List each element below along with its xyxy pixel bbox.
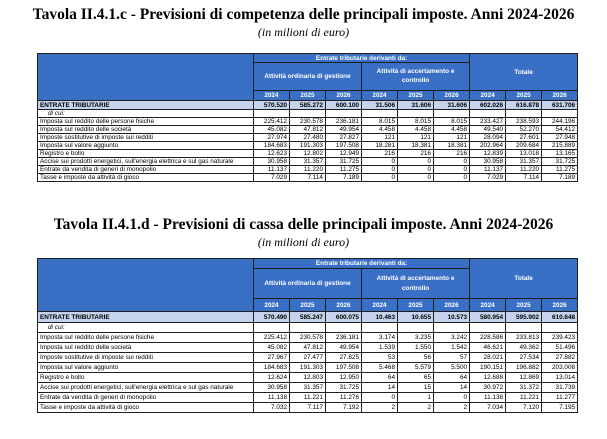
year-header: 2026: [434, 91, 470, 101]
cell-value: 121: [398, 134, 434, 142]
year-header: 2025: [290, 91, 326, 101]
row-label: Imposta sul reddito delle persone fisiche: [38, 333, 254, 343]
row-label: Imposta sul reddito delle società: [38, 343, 254, 353]
cell-value: 11.276: [326, 393, 362, 403]
cell-value: 28.021: [470, 353, 506, 363]
empty-cell: [254, 110, 290, 118]
cell-value: 31.357: [290, 158, 326, 166]
empty-cell: [362, 110, 398, 118]
year-header: 2025: [506, 91, 542, 101]
cell-value: 27.534: [506, 353, 542, 363]
empty-cell: [470, 110, 506, 118]
cell-value: 7.114: [290, 174, 326, 182]
cell-value: 5.579: [398, 363, 434, 373]
empty-cell: [290, 110, 326, 118]
cell-value: 216: [434, 150, 470, 158]
cell-value: 585.247: [290, 312, 326, 323]
cell-value: 5.468: [362, 363, 398, 373]
cell-value: 11.275: [326, 166, 362, 174]
empty-cell: [326, 110, 362, 118]
table-d-corner-header: [38, 259, 254, 312]
cell-value: 27.601: [506, 134, 542, 142]
cell-value: 31.372: [506, 383, 542, 393]
cell-value: 631.706: [542, 101, 578, 110]
cell-value: 27.948: [542, 134, 578, 142]
cell-value: 31.606: [398, 101, 434, 110]
row-label: Entrate da vendita di generi di monopolio: [38, 166, 254, 174]
cell-value: 30.958: [254, 383, 290, 393]
empty-cell: [434, 110, 470, 118]
table-c-accertamento-header: Attività di accertamento e controllo: [362, 63, 470, 91]
cell-value: 49.954: [326, 126, 362, 134]
cell-value: 0: [362, 166, 398, 174]
cell-value: 191.303: [290, 142, 326, 150]
cell-value: 8.015: [362, 118, 398, 126]
di-cui-row: [38, 110, 578, 118]
cell-value: 11.221: [290, 393, 326, 403]
cell-value: 5.500: [434, 363, 470, 373]
cell-value: 11.138: [470, 393, 506, 403]
cell-value: 65: [398, 373, 434, 383]
row-label: Imposta sul reddito delle società: [38, 126, 254, 134]
row-label: Entrate da vendita di generi di monopolio: [38, 393, 254, 403]
row-label: ENTRATE TRIBUTARIE: [38, 101, 254, 110]
cell-value: 14: [434, 383, 470, 393]
cell-value: 2: [434, 403, 470, 413]
row-label: Imposta sul valore aggiunto: [38, 142, 254, 150]
year-header: 2025: [398, 91, 434, 101]
cell-value: 11.221: [506, 393, 542, 403]
cell-value: 225.412: [254, 333, 290, 343]
cell-value: 602.026: [470, 101, 506, 110]
row-label: Imposta sul reddito delle persone fisiche: [38, 118, 254, 126]
cell-value: 197.508: [326, 142, 362, 150]
empty-cell: [290, 323, 326, 333]
cell-value: 616.878: [506, 101, 542, 110]
year-header: 2026: [542, 299, 578, 312]
cell-value: 236.181: [326, 118, 362, 126]
table-c-subtitle: (in milioni di euro): [257, 25, 350, 39]
cell-value: 216: [398, 150, 434, 158]
cell-value: 0: [434, 166, 470, 174]
cell-value: 7.029: [254, 174, 290, 182]
year-header: 2026: [434, 299, 470, 312]
cell-value: 10.655: [398, 312, 434, 323]
year-header: 2026: [326, 91, 362, 101]
empty-cell: [326, 323, 362, 333]
cell-value: 47.812: [290, 343, 326, 353]
cell-value: 49.954: [326, 343, 362, 353]
cell-value: 196.882: [506, 363, 542, 373]
table-c-title: Tavola II.4.1.c - Previsioni di competenza delle principali imposte. Anni 2024-2026: [32, 6, 575, 23]
cell-value: 18.281: [362, 142, 398, 150]
table-d-group-header: Entrate tributarie derivanti da:: [254, 259, 470, 269]
cell-value: 1.550: [398, 343, 434, 353]
cell-value: 7.192: [326, 403, 362, 413]
cell-value: 0: [398, 158, 434, 166]
empty-cell: [398, 110, 434, 118]
cell-value: 121: [362, 134, 398, 142]
cell-value: 225.412: [254, 118, 290, 126]
cell-value: 28.094: [470, 134, 506, 142]
cell-value: 1: [398, 393, 434, 403]
year-header: 2025: [398, 299, 434, 312]
cell-value: 0: [434, 393, 470, 403]
cell-value: 49.540: [470, 126, 506, 134]
empty-cell: [542, 323, 578, 333]
cell-value: 236.181: [326, 333, 362, 343]
total-row: [38, 101, 578, 110]
cell-value: 228.586: [470, 333, 506, 343]
table-row: [38, 363, 578, 373]
cell-value: 0: [398, 166, 434, 174]
cell-value: 215.889: [542, 142, 578, 150]
table-row: [38, 333, 578, 343]
cell-value: 31.725: [326, 158, 362, 166]
year-header: 2024: [254, 91, 290, 101]
cell-value: 27.477: [290, 353, 326, 363]
table-row: [38, 353, 578, 363]
cell-value: 31.739: [542, 383, 578, 393]
table-c-ordinaria-header: Attività ordinaria di gestione: [254, 63, 362, 91]
table-c-corner-header: [38, 54, 254, 101]
cell-value: 233.427: [470, 118, 506, 126]
cell-value: 202.964: [470, 142, 506, 150]
cell-value: 8.015: [398, 118, 434, 126]
cell-value: 11.220: [506, 166, 542, 174]
row-label: Tasse e imposte da attività di gioco: [38, 174, 254, 182]
table-c-totale-header: Totale: [470, 54, 578, 91]
cell-value: 7.032: [254, 403, 290, 413]
row-label: Registro e bollo: [38, 150, 254, 158]
cell-value: 10.573: [434, 312, 470, 323]
empty-cell: [254, 323, 290, 333]
cell-value: 203.008: [542, 363, 578, 373]
cell-value: 595.902: [506, 312, 542, 323]
cell-value: 4.458: [398, 126, 434, 134]
cell-value: 1.539: [362, 343, 398, 353]
cell-value: 11.137: [470, 166, 506, 174]
cell-value: 30.958: [470, 158, 506, 166]
cell-value: 11.137: [254, 166, 290, 174]
cell-value: 51.496: [542, 343, 578, 353]
cell-value: 10.463: [362, 312, 398, 323]
cell-value: 1.542: [434, 343, 470, 353]
cell-value: 12.802: [290, 150, 326, 158]
cell-value: 31.357: [506, 158, 542, 166]
table-row: [38, 142, 578, 150]
cell-value: 7.189: [326, 174, 362, 182]
row-label: Tasse e imposte da attività di gioco: [38, 403, 254, 413]
table-row: [38, 393, 578, 403]
year-header: 2024: [470, 299, 506, 312]
cell-value: 12.839: [470, 150, 506, 158]
cell-value: 610.648: [542, 312, 578, 323]
cell-value: 0: [398, 174, 434, 182]
year-header: 2026: [326, 299, 362, 312]
cell-value: 570.520: [254, 101, 290, 110]
cell-value: 238.593: [506, 118, 542, 126]
cell-value: 12.950: [326, 373, 362, 383]
cell-value: 56: [398, 353, 434, 363]
cell-value: 52.270: [506, 126, 542, 134]
cell-value: 216: [362, 150, 398, 158]
row-label: Accise sui prodotti energetici, sull'energia elettrica e sul gas naturale: [38, 158, 254, 166]
table-d-totale-header: Totale: [470, 259, 578, 299]
cell-value: 14: [362, 383, 398, 393]
table-row: [38, 118, 578, 126]
di-cui-row: [38, 323, 578, 333]
cell-value: 7.029: [470, 174, 506, 182]
year-header: 2024: [254, 299, 290, 312]
cell-value: 49.362: [506, 343, 542, 353]
cell-value: 3.235: [398, 333, 434, 343]
cell-value: 30.972: [470, 383, 506, 393]
cell-value: 12.803: [290, 373, 326, 383]
table-c: [37, 53, 578, 182]
cell-value: 57: [434, 353, 470, 363]
cell-value: 7.189: [542, 174, 578, 182]
cell-value: 46.621: [470, 343, 506, 353]
year-header: 2025: [506, 299, 542, 312]
cell-value: 47.812: [290, 126, 326, 134]
cell-value: 0: [362, 393, 398, 403]
cell-value: 7.120: [506, 403, 542, 413]
di-cui-label: di cui:: [38, 110, 254, 118]
table-row: [38, 343, 578, 353]
cell-value: 27.825: [326, 353, 362, 363]
cell-value: 27.827: [326, 134, 362, 142]
cell-value: 11.138: [254, 393, 290, 403]
cell-value: 12.624: [254, 373, 290, 383]
cell-value: 31.725: [326, 383, 362, 393]
cell-value: 0: [434, 174, 470, 182]
empty-cell: [506, 323, 542, 333]
cell-value: 15: [398, 383, 434, 393]
cell-value: 121: [434, 134, 470, 142]
cell-value: 2: [362, 403, 398, 413]
cell-value: 600.100: [326, 101, 362, 110]
cell-value: 12.688: [470, 373, 506, 383]
table-d-title: Tavola II.4.1.d - Previsioni di cassa delle principali imposte. Anni 2024-2026: [53, 216, 554, 233]
cell-value: 7.195: [542, 403, 578, 413]
cell-value: 570.490: [254, 312, 290, 323]
empty-cell: [434, 323, 470, 333]
cell-value: 13.014: [542, 373, 578, 383]
cell-value: 230.578: [290, 333, 326, 343]
year-header: 2024: [362, 91, 398, 101]
cell-value: 2: [398, 403, 434, 413]
cell-value: 30.958: [254, 158, 290, 166]
year-header: 2024: [470, 91, 506, 101]
table-row: [38, 174, 578, 182]
cell-value: 585.272: [290, 101, 326, 110]
row-label: Imposte sostitutive di imposte sui redditi: [38, 134, 254, 142]
cell-value: 12.623: [254, 150, 290, 158]
cell-value: 18.381: [434, 142, 470, 150]
cell-value: 184.683: [254, 363, 290, 373]
cell-value: 12.869: [506, 373, 542, 383]
cell-value: 27.480: [290, 134, 326, 142]
cell-value: 64: [434, 373, 470, 383]
cell-value: 184.683: [254, 142, 290, 150]
year-header: 2025: [290, 299, 326, 312]
total-row: [38, 312, 578, 323]
table-d-ordinaria-header: Attività ordinaria di gestione: [254, 269, 362, 299]
cell-value: 7.117: [290, 403, 326, 413]
row-label: Imposta sul valore aggiunto: [38, 363, 254, 373]
cell-value: 8.015: [434, 118, 470, 126]
row-label: Accise sui prodotti energetici, sull'energia elettrica e sul gas naturale: [38, 383, 254, 393]
empty-cell: [470, 323, 506, 333]
cell-value: 244.196: [542, 118, 578, 126]
table-d: [37, 258, 578, 413]
cell-value: 31.725: [542, 158, 578, 166]
cell-value: 191.303: [290, 363, 326, 373]
cell-value: 600.075: [326, 312, 362, 323]
cell-value: 197.508: [326, 363, 362, 373]
cell-value: 0: [434, 158, 470, 166]
cell-value: 233.813: [506, 333, 542, 343]
cell-value: 45.082: [254, 126, 290, 134]
cell-value: 230.578: [290, 118, 326, 126]
cell-value: 53: [362, 353, 398, 363]
cell-value: 3.174: [362, 333, 398, 343]
table-d-accertamento-header: Attività di accertamento e controllo: [362, 269, 470, 299]
cell-value: 7.114: [506, 174, 542, 182]
cell-value: 18.381: [398, 142, 434, 150]
cell-value: 13.018: [506, 150, 542, 158]
cell-value: 11.277: [542, 393, 578, 403]
table-row: [38, 403, 578, 413]
cell-value: 31.606: [434, 101, 470, 110]
cell-value: 209.684: [506, 142, 542, 150]
cell-value: 27.882: [542, 353, 578, 363]
cell-value: 27.967: [254, 353, 290, 363]
cell-value: 11.275: [542, 166, 578, 174]
cell-value: 0: [362, 158, 398, 166]
table-c-group-header: Entrate tributarie derivanti da:: [254, 54, 470, 63]
table-row: [38, 166, 578, 174]
cell-value: 31.357: [290, 383, 326, 393]
table-d-subtitle: (in milioni di euro): [257, 235, 350, 249]
table-row: [38, 134, 578, 142]
table-row: [38, 150, 578, 158]
empty-cell: [398, 323, 434, 333]
table-row: [38, 373, 578, 383]
cell-value: 11.220: [290, 166, 326, 174]
row-label: ENTRATE TRIBUTARIE: [38, 312, 254, 323]
table-row: [38, 126, 578, 134]
empty-cell: [506, 110, 542, 118]
cell-value: 580.954: [470, 312, 506, 323]
cell-value: 12.949: [326, 150, 362, 158]
cell-value: 3.242: [434, 333, 470, 343]
cell-value: 0: [362, 174, 398, 182]
table-row: [38, 158, 578, 166]
year-header: 2024: [362, 299, 398, 312]
cell-value: 239.423: [542, 333, 578, 343]
cell-value: 7.034: [470, 403, 506, 413]
cell-value: 64: [362, 373, 398, 383]
row-label: Imposte sostitutive di imposte sui redditi: [38, 353, 254, 363]
year-header: 2026: [542, 91, 578, 101]
cell-value: 45.082: [254, 343, 290, 353]
row-label: Registro e bollo: [38, 373, 254, 383]
empty-cell: [542, 110, 578, 118]
cell-value: 27.974: [254, 134, 290, 142]
table-row: [38, 383, 578, 393]
empty-cell: [362, 323, 398, 333]
cell-value: 31.506: [362, 101, 398, 110]
cell-value: 54.412: [542, 126, 578, 134]
di-cui-label: di cui:: [38, 323, 254, 333]
cell-value: 4.458: [434, 126, 470, 134]
cell-value: 4.458: [362, 126, 398, 134]
cell-value: 13.165: [542, 150, 578, 158]
cell-value: 190.151: [470, 363, 506, 373]
